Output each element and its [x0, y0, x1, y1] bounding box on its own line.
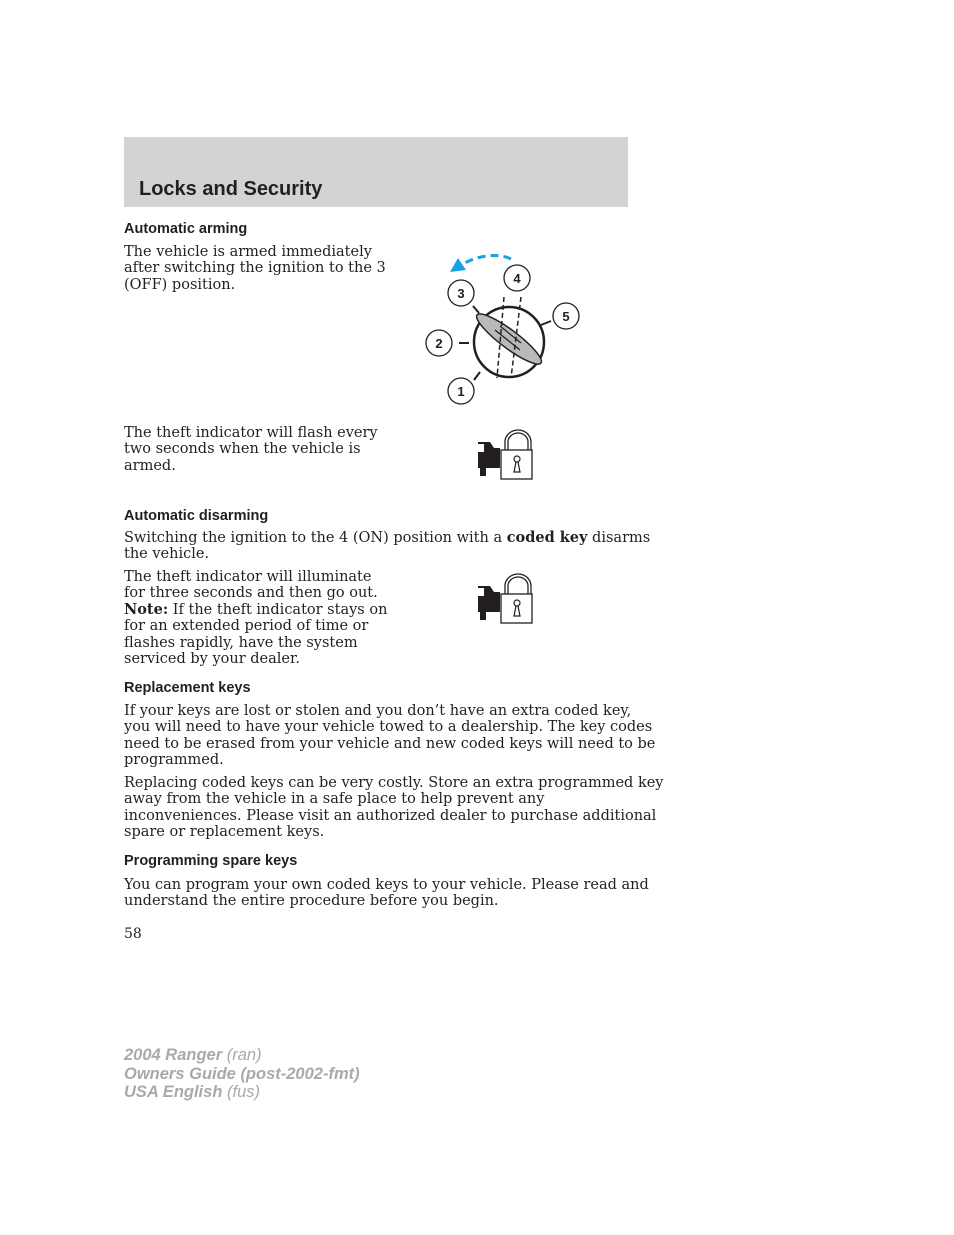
- paragraph-replacement-1: [124, 703, 655, 769]
- arrow-head: [450, 258, 466, 272]
- footer-guide: Owners Guide (post-2002-fmt): [124, 1064, 360, 1083]
- text-line: two seconds when the vehicle is: [124, 441, 361, 458]
- footer-model: 2004 Ranger: [124, 1046, 223, 1064]
- footer-model-code: (ran): [222, 1046, 262, 1064]
- text-line: after switching the ignition to the 3: [124, 260, 386, 277]
- text-line: for an extended period of time or: [124, 618, 369, 635]
- text-line: If your keys are lost or stolen and you don’t have an extra coded key,: [124, 703, 632, 719]
- text-line: The theft indicator will illuminate: [124, 569, 372, 585]
- text-line: away from the vehicle in a safe place to help prevent any: [124, 791, 545, 808]
- paragraph-replacement-2: [124, 775, 664, 841]
- paragraph-disarming-indicator: [124, 569, 387, 667]
- note-label: Note:: [124, 600, 169, 618]
- text-line: serviced by your dealer.: [124, 651, 300, 668]
- text-line: Replacing coded keys can be very costly. Store an extra programmed key: [124, 775, 664, 791]
- position-label-4: 4: [513, 271, 521, 286]
- paragraph-arming-indicator: [124, 425, 378, 474]
- heading-automatic-disarming: Automatic disarming: [124, 508, 269, 524]
- position-label-1: 1: [457, 384, 465, 399]
- paragraph-disarming-intro: [124, 530, 650, 563]
- position-label-2: 2: [435, 336, 443, 351]
- text-line: spare or replacement keys.: [124, 824, 325, 841]
- footer-language-code: (fus): [222, 1083, 260, 1101]
- heading-programming-spare-keys: Programming spare keys: [124, 853, 298, 869]
- text-line: flashes rapidly, have the system: [124, 634, 358, 651]
- footer-language: USA English: [124, 1083, 223, 1101]
- position-label-5: 5: [562, 309, 570, 324]
- ignition-position-diagram: [420, 250, 590, 410]
- text-line: programmed.: [124, 752, 224, 769]
- text-line: You can program your own coded keys to your vehicle. Please read and: [124, 877, 649, 893]
- paragraph-programming: [124, 877, 649, 910]
- heading-replacement-keys: Replacement keys: [124, 680, 251, 696]
- text-run: If the theft indicator stays on: [168, 601, 388, 618]
- term-coded-key: coded key: [506, 529, 588, 546]
- text-line: The vehicle is armed immediately: [124, 244, 372, 260]
- section-header-band: [124, 137, 628, 207]
- text-line: for three seconds and then go out.: [124, 585, 378, 602]
- position-label-3: 3: [457, 286, 465, 301]
- vehicle-padlock-icon: [474, 428, 536, 484]
- document-footer: [124, 1046, 360, 1102]
- text-line: (OFF) position.: [124, 276, 236, 293]
- text-line: The theft indicator will flash every: [124, 425, 378, 441]
- text-line: understand the entire procedure before you begin.: [124, 893, 499, 910]
- text-run: disarms: [587, 530, 651, 546]
- text-line: need to be erased from your vehicle and new coded keys will need to be: [124, 735, 656, 752]
- text-line: the vehicle.: [124, 546, 210, 563]
- heading-automatic-arming: Automatic arming: [124, 221, 248, 237]
- text-run: Switching the ignition to the 4 (ON) position with a: [124, 530, 507, 546]
- rotate-counterclockwise-arrow-icon: [460, 255, 511, 266]
- text-line: armed.: [124, 457, 176, 474]
- page-title: Locks and Security: [139, 178, 323, 200]
- page-number: 58: [124, 926, 142, 942]
- vehicle-padlock-icon: [474, 572, 536, 628]
- text-line: you will need to have your vehicle towed to a dealership. The key codes: [124, 719, 653, 736]
- text-line: inconveniences. Please visit an authorized dealer to purchase additional: [124, 807, 657, 824]
- paragraph-arming-intro: [124, 244, 386, 293]
